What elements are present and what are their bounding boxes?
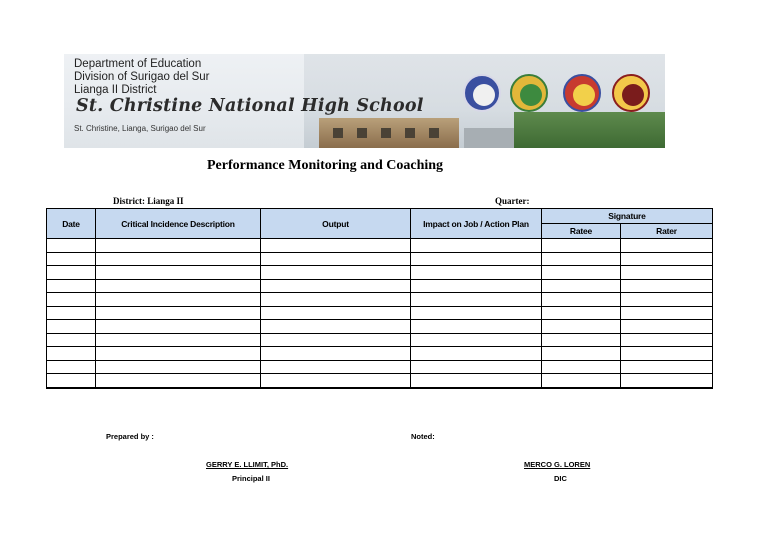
table-cell[interactable] (621, 279, 713, 293)
table-cell[interactable] (47, 306, 96, 320)
table-row (47, 320, 713, 334)
table-cell[interactable] (261, 252, 411, 266)
table-cell[interactable] (47, 374, 96, 388)
district-seal-icon (563, 74, 601, 112)
table-cell[interactable] (96, 347, 261, 361)
column-header-date: Date (47, 209, 96, 239)
column-header-critical-incidence: Critical Incidence Description (96, 209, 261, 239)
deped-seal-icon (463, 74, 501, 112)
table-row (47, 252, 713, 266)
table-row (47, 293, 713, 307)
table-cell[interactable] (47, 293, 96, 307)
table-cell[interactable] (411, 293, 542, 307)
column-header-rater: Rater (621, 224, 713, 239)
table-cell[interactable] (542, 360, 621, 374)
table-cell[interactable] (621, 347, 713, 361)
table-row (47, 239, 713, 253)
table-row (47, 347, 713, 361)
prepared-by-name: GERRY E. LLIMIT, PhD. (206, 460, 289, 469)
table-cell[interactable] (96, 293, 261, 307)
prepared-by-label: Prepared by : (106, 432, 154, 441)
table-cell[interactable] (96, 239, 261, 253)
table-cell[interactable] (47, 347, 96, 361)
table-cell[interactable] (411, 239, 542, 253)
column-header-signature: Signature (542, 209, 713, 224)
table-cell[interactable] (411, 279, 542, 293)
district-label: District: Lianga II (113, 196, 184, 206)
table-cell[interactable] (411, 360, 542, 374)
table-cell[interactable] (96, 320, 261, 334)
division-seal-icon (510, 74, 548, 112)
table-cell[interactable] (261, 320, 411, 334)
table-cell[interactable] (411, 320, 542, 334)
table-cell[interactable] (47, 333, 96, 347)
school-building-image (319, 118, 459, 148)
table-cell[interactable] (411, 306, 542, 320)
table-cell[interactable] (47, 252, 96, 266)
table-cell[interactable] (96, 374, 261, 388)
table-cell[interactable] (47, 266, 96, 280)
table-cell[interactable] (621, 320, 713, 334)
school-address: St. Christine, Lianga, Surigao del Sur (74, 124, 206, 133)
table-cell[interactable] (47, 239, 96, 253)
table-cell[interactable] (621, 374, 713, 388)
table-body (47, 239, 713, 388)
table-cell[interactable] (261, 293, 411, 307)
table-cell[interactable] (261, 360, 411, 374)
table-row (47, 333, 713, 347)
monitoring-table (46, 208, 713, 389)
table-row (47, 266, 713, 280)
table-cell[interactable] (96, 306, 261, 320)
table-cell[interactable] (47, 360, 96, 374)
table-cell[interactable] (542, 266, 621, 280)
table-cell[interactable] (542, 347, 621, 361)
table-row (47, 306, 713, 320)
table-cell[interactable] (96, 279, 261, 293)
table-cell[interactable] (542, 279, 621, 293)
table-cell[interactable] (261, 266, 411, 280)
noted-by-name: MERCO G. LOREN (524, 460, 591, 469)
table-cell[interactable] (261, 333, 411, 347)
table-cell[interactable] (411, 252, 542, 266)
table-cell[interactable] (621, 252, 713, 266)
column-header-ratee: Ratee (542, 224, 621, 239)
table-cell[interactable] (261, 279, 411, 293)
table-row (47, 374, 713, 388)
table-cell[interactable] (621, 306, 713, 320)
table-cell[interactable] (621, 239, 713, 253)
table-cell[interactable] (621, 293, 713, 307)
table-cell[interactable] (411, 374, 542, 388)
school-seal-icon (612, 74, 650, 112)
table-row (47, 360, 713, 374)
table-cell[interactable] (96, 252, 261, 266)
table-cell[interactable] (542, 333, 621, 347)
table-cell[interactable] (542, 306, 621, 320)
prepared-by-position: Principal II (232, 474, 270, 483)
table-cell[interactable] (261, 347, 411, 361)
table-cell[interactable] (261, 239, 411, 253)
header-line-district: Lianga II District (74, 84, 157, 96)
trees-image (514, 112, 665, 148)
school-name: St. Christine National High School (76, 96, 424, 116)
table-cell[interactable] (621, 360, 713, 374)
table-cell[interactable] (542, 239, 621, 253)
table-cell[interactable] (47, 279, 96, 293)
table-cell[interactable] (542, 252, 621, 266)
table-cell[interactable] (261, 374, 411, 388)
table-cell[interactable] (47, 320, 96, 334)
table-cell[interactable] (96, 360, 261, 374)
document-title: Performance Monitoring and Coaching (207, 158, 444, 173)
noted-label: Noted: (411, 432, 435, 441)
column-header-impact: Impact on Job / Action Plan (411, 209, 542, 239)
table-cell[interactable] (621, 266, 713, 280)
table-cell[interactable] (621, 333, 713, 347)
table-cell[interactable] (96, 333, 261, 347)
header-line-department: Department of Education (74, 58, 202, 70)
quarter-label: Quarter: (495, 196, 530, 206)
table-cell[interactable] (261, 306, 411, 320)
table-cell[interactable] (411, 266, 542, 280)
column-header-output: Output (261, 209, 411, 239)
table-cell[interactable] (542, 293, 621, 307)
table-row (47, 279, 713, 293)
noted-by-position: DIC (554, 474, 567, 483)
table-cell[interactable] (411, 333, 542, 347)
table-cell[interactable] (542, 320, 621, 334)
table-cell[interactable] (411, 347, 542, 361)
table-cell[interactable] (542, 374, 621, 388)
table-cell[interactable] (96, 266, 261, 280)
header-line-division: Division of Surigao del Sur (74, 71, 210, 83)
